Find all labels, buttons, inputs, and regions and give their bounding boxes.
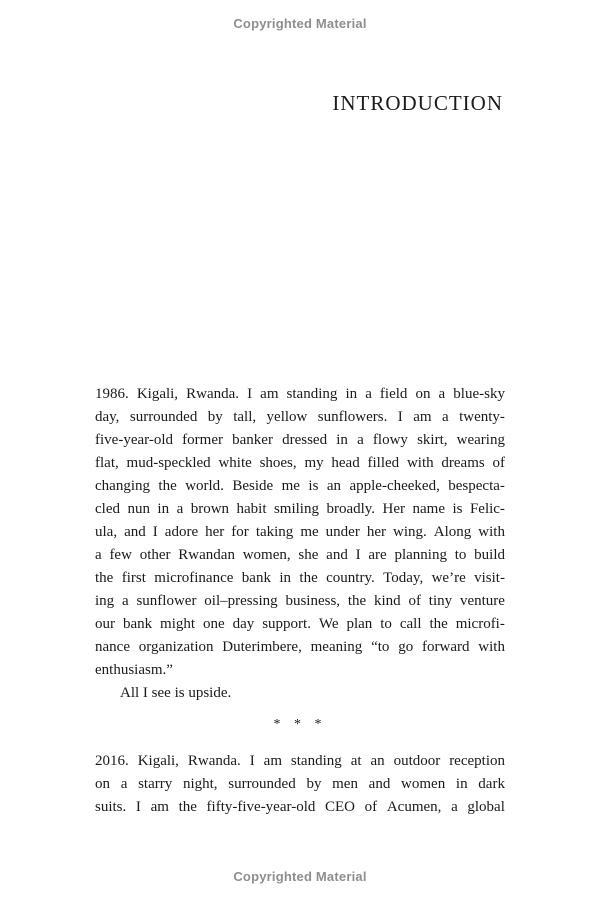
- text-line: five-year-old former banker dressed in a flowy skirt, wearing: [95, 432, 505, 448]
- text-line: ula, and I adore her for taking me under her wing. Along with: [95, 524, 505, 540]
- chapter-heading: INTRODUCTION: [332, 91, 503, 115]
- text-line: cled nun in a brown habit smiling broadly. Her name is Felic-: [95, 501, 505, 517]
- text-line: our bank might one day support. We plan to call the microfi-: [95, 616, 505, 632]
- text-line: suits. I am the fifty-five-year-old CEO of Acumen, a global: [95, 799, 505, 815]
- text-line: nance organization Duterimbere, meaning “to go forward with: [95, 639, 505, 655]
- text-line: 2016. Kigali, Rwanda. I am standing at an outdoor reception: [95, 753, 505, 769]
- text-line: ing a sunflower oil–pressing business, the kind of tiny venture: [95, 593, 505, 609]
- text-line: enthusiasm.”: [95, 662, 173, 678]
- text-line: a few other Rwandan women, she and I are planning to build: [95, 547, 505, 563]
- body-text-block: [95, 383, 505, 819]
- text-line: 1986. Kigali, Rwanda. I am standing in a field on a blue-sky: [95, 386, 505, 402]
- asterisk-separator: * * *: [273, 717, 327, 732]
- paragraph-1986: [95, 383, 505, 682]
- text-line: flat, mud-speckled white shoes, my head filled with dreams of: [95, 455, 505, 471]
- text-line: on a starry night, surrounded by men and women in dark: [95, 776, 505, 792]
- paragraph-2016: [95, 750, 505, 819]
- text-line: day, surrounded by tall, yellow sunflowers. I am a twenty-: [95, 409, 505, 425]
- copyright-notice-top: Copyrighted Material: [233, 16, 367, 31]
- paragraph-upside: All I see is upside.: [120, 685, 232, 701]
- text-line: changing the world. Beside me is an apple-cheeked, bespecta-: [95, 478, 505, 494]
- text-line: the first microfinance bank in the country. Today, we’re visit-: [95, 570, 505, 586]
- copyright-notice-bottom: Copyrighted Material: [233, 869, 367, 884]
